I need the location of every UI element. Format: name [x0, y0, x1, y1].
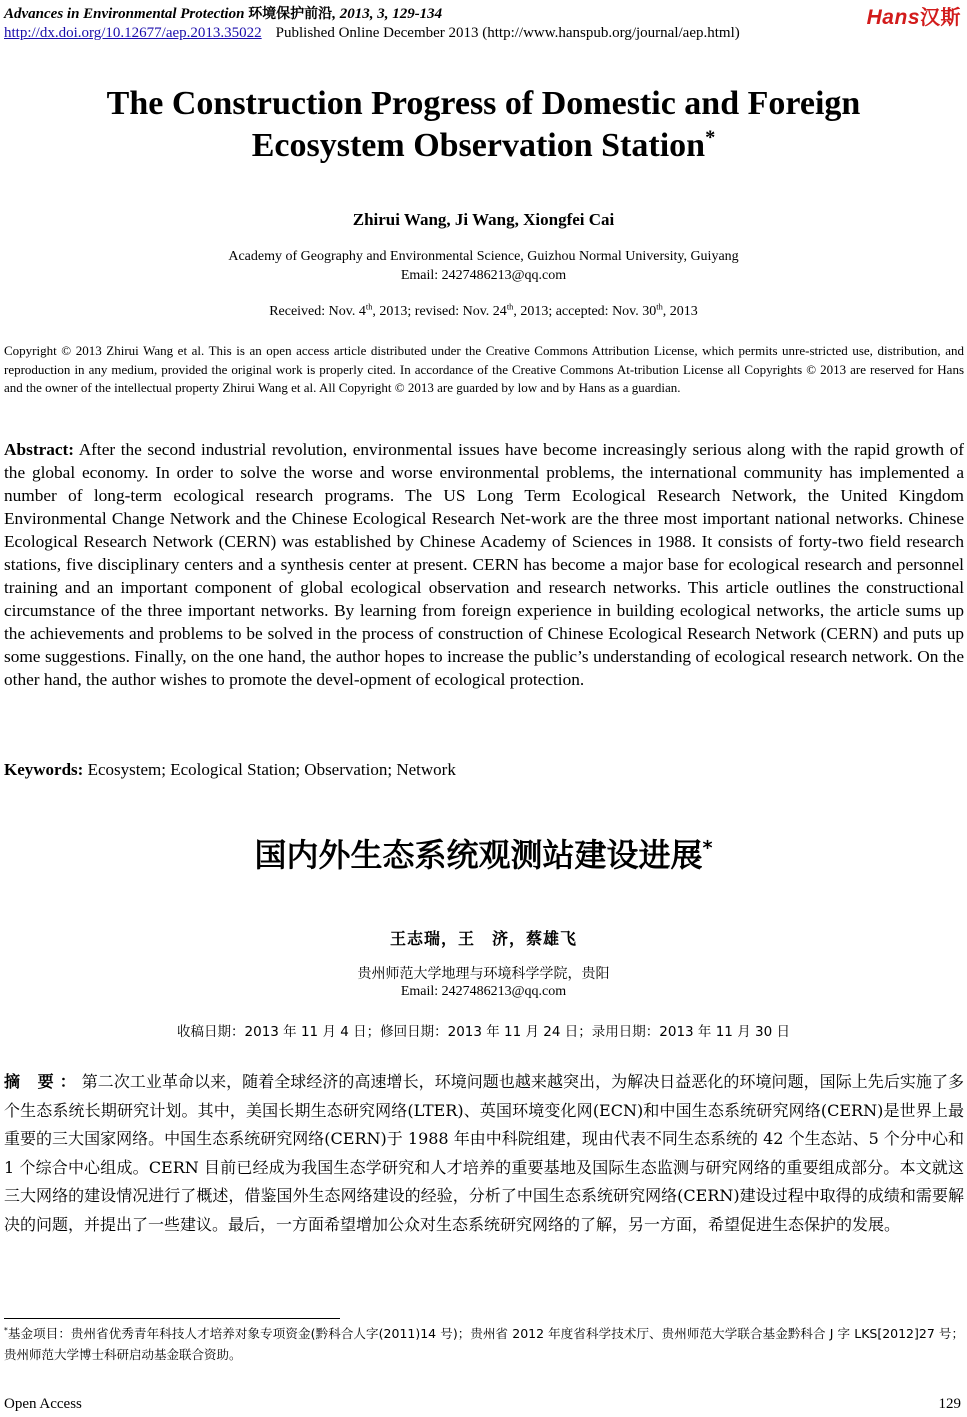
publisher-logo — [867, 1, 961, 30]
open-access-label: Open Access — [4, 1396, 82, 1412]
footnote-divider — [4, 1318, 340, 1319]
abstract-label: Abstract: — [4, 440, 75, 459]
journal-citation: , 2013, 3, 129-134 — [332, 6, 443, 22]
footnote-text: 基金项目：贵州省优秀青年科技人才培养对象专项资金(黔科合人字(2011)14 号)；贵州省 2012 年度省科学技术厅、贵州师范大学联合基金黔科合 J 字 LKS[2012]27 号；贵州师范大学博士科研启动基金联合资助。 — [4, 1326, 964, 1362]
publication-info — [4, 25, 740, 42]
footnote-marker: * — [4, 1325, 8, 1335]
footnote-marker: * — [705, 126, 716, 149]
email-cn: Email: 2427486213@qq.com — [400, 984, 567, 999]
affiliation-cn: 贵州师范大学地理与环境科学学院，贵阳 — [357, 966, 610, 982]
abstract-text: After the second industrial revolution, environmental issues have become increasingly serious along with the rapid growth of the global economy. In order to solve the worse and worse environmental problems, the international community has implemented a number of long-term ecological research programs. The US Long Term Ecological Research Network, the United Kingdom Environmental Change Network and the Chinese Ecological Research Net-work are the three most important national networks. Chinese Ecological Research Network (CERN) was established by Chinese Academy of Sciences in 1988. It consists of forty-two field research stations, five disciplinary centers and a synthesis center at present. CERN has become a major base for ecological research and personnel training and an important component of global ecological observation and research networks. This article outlines the constructional circumstance of the three important networks. By learning from foreign experience in building ecological networks, the article sums up the achievements and problems to be solved in the process of construction of Chinese Ecological Research Network (CERN) and puts up some suggestions. Finally, on the one hand, the author hopes to increase the public’s understanding of ecological research network. On the other hand, the author wishes to promote the devel-opment of ecological protection. — [4, 440, 964, 689]
ordinal-suffix: th — [365, 302, 373, 312]
accepted-date: , 2013; accepted: Nov. 30 — [513, 304, 657, 319]
received-date: Received: Nov. 4 — [269, 304, 366, 319]
logo-text-cn: 汉斯 — [920, 5, 961, 29]
journal-name — [4, 3, 442, 23]
email-en: Email: 2427486213@qq.com — [400, 268, 567, 283]
title-cn — [0, 830, 967, 876]
abstract-cn-text: 第二次工业革命以来，随着全球经济的高速增长，环境问题也越来越突出，为解决日益恶化的环境问题，国际上先后实施了多个生态系统长期研究计划。其中，美国长期生态研究网络(LTER)、英国环境变化网(ECN)和中国生态系统研究网络(CERN)是世界上最重要的三大国家网络。中国生态系统研究网络(CERN)于 1988 年由中科院组建，现由代表不同生态系统的 42 个生态站、5 个分中心和 1 个综合中心组成。CERN 目前已经成为我国生态学研究和人才培养的重要基地及国际生态监测与研究网络的重要组成部分。本文就这三大网络的建设情况进行了概述，借鉴国外生态网络建设的经验，分析了中国生态系统研究网络(CERN)建设过程中取得的成绩和需要解决的问题，并提出了一些建议。最后，一方面希望增加公众对生态系统研究网络的了解，另一方面，希望促进生态保护的发展。 — [4, 1072, 964, 1234]
logo-text-en: Hans — [866, 6, 920, 29]
dates-en — [0, 304, 967, 320]
abstract-en — [4, 438, 964, 691]
authors-en: Zhirui Wang, Ji Wang, Xiongfei Cai — [352, 210, 615, 229]
title-en-line2: Ecosystem Observation Station — [251, 127, 706, 164]
copyright-notice: Copyright © 2013 Zhirui Wang et al. This is an open access article distributed under the Creative Commons Attribution License, which permits unre-stricted use, distribution, and reproduction in any medium, provided the original work is properly cited. In accordance of the Creative Commons At-tribution License all Copyrights © 2013 are reserved for Hans and the owner of the intellectual property Zhirui Wang et al. All Copyright © 2013 are guarded by low and by Hans as a guardian. — [4, 343, 964, 395]
published-online: Published Online December 2013 (http://www.hanspub.org/journal/aep.html) — [275, 25, 740, 41]
authors-cn: 王志瑞，王 济，蔡雄飞 — [389, 929, 577, 948]
journal-title-en: Advances in Environmental Protection — [4, 6, 245, 22]
footnote-marker: * — [702, 836, 713, 860]
doi-link[interactable]: http://dx.doi.org/10.12677/aep.2013.35022 — [4, 25, 262, 41]
keywords-en — [4, 760, 456, 780]
accepted-year: , 2013 — [662, 304, 698, 319]
keywords-text: Ecosystem; Ecological Station; Observation; Network — [87, 760, 456, 779]
dates-cn: 收稿日期：2013 年 11 月 4 日；修回日期：2013 年 11 月 24 日；录用日期：2013 年 11 月 30 日 — [177, 1024, 790, 1040]
abstract-cn — [4, 1068, 964, 1239]
title-cn-text: 国内外生态系统观测站建设进展 — [254, 836, 703, 874]
journal-title-cn: 环境保护前沿 — [248, 6, 333, 22]
revised-date: , 2013; revised: Nov. 24 — [372, 304, 507, 319]
abstract-cn-label: 摘 要： — [4, 1072, 82, 1091]
affiliation-en: Academy of Geography and Environmental Science, Guizhou Normal University, Guiyang — [228, 249, 739, 264]
ordinal-suffix: th — [506, 302, 514, 312]
title-en — [0, 83, 967, 167]
keywords-label: Keywords: — [4, 760, 84, 779]
page-number: 129 — [938, 1396, 961, 1412]
title-en-line1: The Construction Progress of Domestic and Foreign — [106, 85, 861, 122]
ordinal-suffix: th — [656, 302, 663, 312]
footnote — [4, 1323, 964, 1365]
